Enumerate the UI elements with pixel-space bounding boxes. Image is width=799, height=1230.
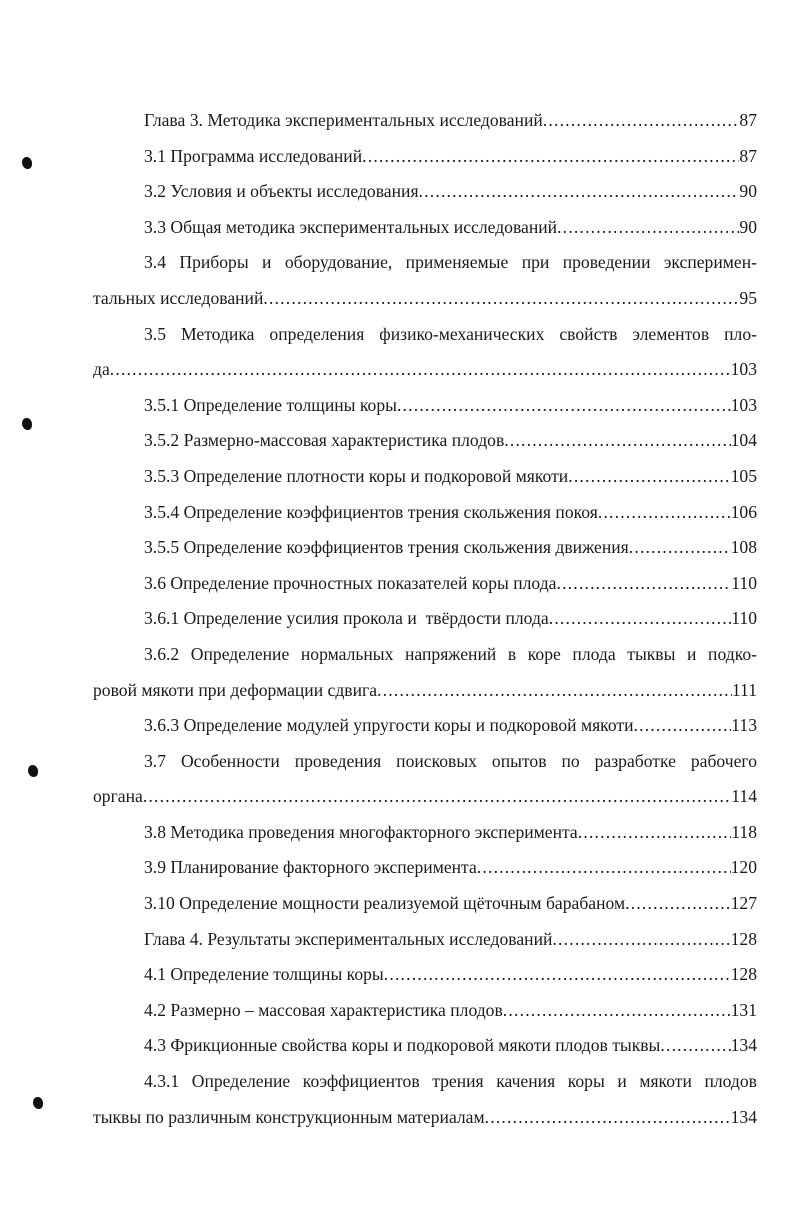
dot-leader xyxy=(578,815,732,851)
dot-leader xyxy=(556,566,731,602)
dot-leader xyxy=(377,673,732,709)
toc-entry-page: 131 xyxy=(730,999,757,1020)
toc-entry-title: 3.9 Планирование факторного эксперимента xyxy=(144,857,477,878)
toc-entry-page: 105 xyxy=(730,465,757,486)
toc-entry-page: 114 xyxy=(731,786,757,807)
toc-entry xyxy=(93,530,757,566)
toc-entry-page: 128 xyxy=(730,964,757,985)
toc-entry-title: да xyxy=(93,359,110,380)
toc-entry-chapter-3 xyxy=(93,103,757,139)
dot-leader xyxy=(263,281,739,317)
toc-entry xyxy=(93,210,757,246)
dot-leader xyxy=(549,601,732,637)
toc-entry-title: тыквы по различным конструкционным материалам xyxy=(93,1106,485,1127)
toc-entry xyxy=(93,139,757,175)
dot-leader xyxy=(629,530,731,566)
toc-entry-page: 95 xyxy=(739,287,757,308)
toc-entry-page: 106 xyxy=(730,501,757,522)
toc-entry-page: 108 xyxy=(730,537,757,558)
binder-hole-mark xyxy=(22,418,32,430)
toc-entry xyxy=(93,317,757,388)
toc-entry-title: 3.6.1 Определение усилия прокола и твёрдости плода xyxy=(144,608,549,629)
dot-leader xyxy=(503,993,731,1029)
dot-leader xyxy=(634,708,732,744)
binder-hole-mark xyxy=(22,157,32,169)
dot-leader xyxy=(598,495,731,531)
toc-entry-chapter-4 xyxy=(93,922,757,958)
dot-leader xyxy=(419,174,740,210)
dot-leader xyxy=(384,957,731,993)
toc-entry-title: 3.6 Определение прочностных показателей коры плода xyxy=(144,572,557,593)
toc-entry-title: 3.5.4 Определение коэффициентов трения скольжения покоя xyxy=(144,501,598,522)
toc-entry-title: 3.5.1 Определение толщины коры xyxy=(144,394,397,415)
toc-entry-page: 110 xyxy=(731,572,757,593)
toc-entry xyxy=(93,1064,757,1135)
toc-entry-title: Глава 3. Методика экспериментальных исследований xyxy=(144,110,543,130)
dot-leader xyxy=(504,423,730,459)
toc-entry-title: тальных исследований xyxy=(93,287,264,308)
toc-entry-page: 110 xyxy=(731,608,757,629)
toc-entry-page: 90 xyxy=(739,181,757,202)
toc-entry xyxy=(93,744,757,815)
toc-entry-title: 4.2 Размерно – массовая характеристика плодов xyxy=(144,999,503,1020)
toc-entry-title: 3.5.2 Размерно-массовая характеристика плодов xyxy=(144,430,505,451)
toc-entry-page: 127 xyxy=(730,893,757,914)
toc-entry-title: 4.3 Фрикционные свойства коры и подкоровой мякоти плодов тыквы xyxy=(144,1035,661,1056)
toc-entry xyxy=(93,174,757,210)
toc-entry-title: 3.3 Общая методика экспериментальных исследований xyxy=(144,216,558,237)
toc-entry-page: 87 xyxy=(739,145,757,166)
dot-leader xyxy=(568,459,730,495)
toc-entry-page: 113 xyxy=(731,715,757,736)
toc-entry xyxy=(93,601,757,637)
dot-leader xyxy=(625,886,731,922)
dot-leader xyxy=(143,779,731,815)
toc-entry xyxy=(93,423,757,459)
toc-entry-title: 3.2 Условия и объекты исследования xyxy=(144,181,419,202)
toc-entry-page: 111 xyxy=(731,679,757,700)
dot-leader xyxy=(485,1100,731,1136)
toc-entry xyxy=(93,708,757,744)
toc-entry xyxy=(93,957,757,993)
dot-leader xyxy=(362,139,739,175)
toc-entry-page: 134 xyxy=(730,1106,757,1127)
toc-entry-page: 87 xyxy=(739,110,757,130)
toc-entry-first-line: 3.6.2 Определение нормальных напряжений в коре плода тыквы и подко- xyxy=(144,643,757,664)
dot-leader xyxy=(660,1028,730,1064)
dot-leader xyxy=(552,922,730,958)
toc-entry xyxy=(93,815,757,851)
toc-entry xyxy=(93,637,757,708)
toc-entry xyxy=(93,459,757,495)
toc-entry-page: 104 xyxy=(730,430,757,451)
toc-entry-title: 3.6.3 Определение модулей упругости коры и подкоровой мякоти xyxy=(144,715,634,736)
binder-hole-mark xyxy=(33,1097,43,1109)
toc-entry-page: 120 xyxy=(730,857,757,878)
toc-entry-title: 3.5.5 Определение коэффициентов трения скольжения движения xyxy=(144,537,629,558)
dot-leader xyxy=(397,388,731,424)
table-of-contents xyxy=(93,103,757,1135)
toc-entry-page: 118 xyxy=(731,821,757,842)
toc-entry-title: 3.1 Программа исследований xyxy=(144,145,363,166)
toc-entry-page: 128 xyxy=(730,928,757,949)
toc-entry-title: ровой мякоти при деформации сдвига xyxy=(93,679,378,700)
toc-entry-first-line: 3.4 Приборы и оборудование, применяемые при проведении эксперимен- xyxy=(144,252,757,273)
dot-leader xyxy=(557,210,739,246)
toc-entry xyxy=(93,993,757,1029)
dot-leader xyxy=(543,103,740,139)
toc-entry-first-line: 3.5 Методика определения физико-механических свойств элементов пло- xyxy=(144,323,757,344)
toc-entry-page: 103 xyxy=(730,394,757,415)
toc-entry xyxy=(93,850,757,886)
toc-entry-page: 134 xyxy=(730,1035,757,1056)
toc-entry xyxy=(93,1028,757,1064)
toc-entry xyxy=(93,886,757,922)
toc-entry-first-line: 3.7 Особенности проведения поисковых опытов по разработке рабочего xyxy=(144,750,757,771)
toc-entry-title: 4.1 Определение толщины коры xyxy=(144,964,384,985)
toc-entry xyxy=(93,495,757,531)
toc-entry-title: Глава 4. Результаты экспериментальных исследований xyxy=(144,928,553,949)
toc-entry-first-line: 4.3.1 Определение коэффициентов трения качения коры и мякоти плодов xyxy=(144,1071,757,1092)
toc-entry-page: 103 xyxy=(730,359,757,380)
toc-entry-title: 3.8 Методика проведения многофакторного эксперимента xyxy=(144,821,578,842)
dot-leader xyxy=(110,352,731,388)
dot-leader xyxy=(477,850,731,886)
toc-entry-title: органа xyxy=(93,786,143,807)
toc-entry-title: 3.5.3 Определение плотности коры и подкоровой мякоти xyxy=(144,465,569,486)
toc-entry xyxy=(93,566,757,602)
toc-entry xyxy=(93,388,757,424)
toc-entry-title: 3.10 Определение мощности реализуемой щёточным барабаном xyxy=(144,893,626,914)
toc-entry xyxy=(93,245,757,316)
toc-entry-page: 90 xyxy=(739,216,757,237)
binder-hole-mark xyxy=(28,765,38,777)
